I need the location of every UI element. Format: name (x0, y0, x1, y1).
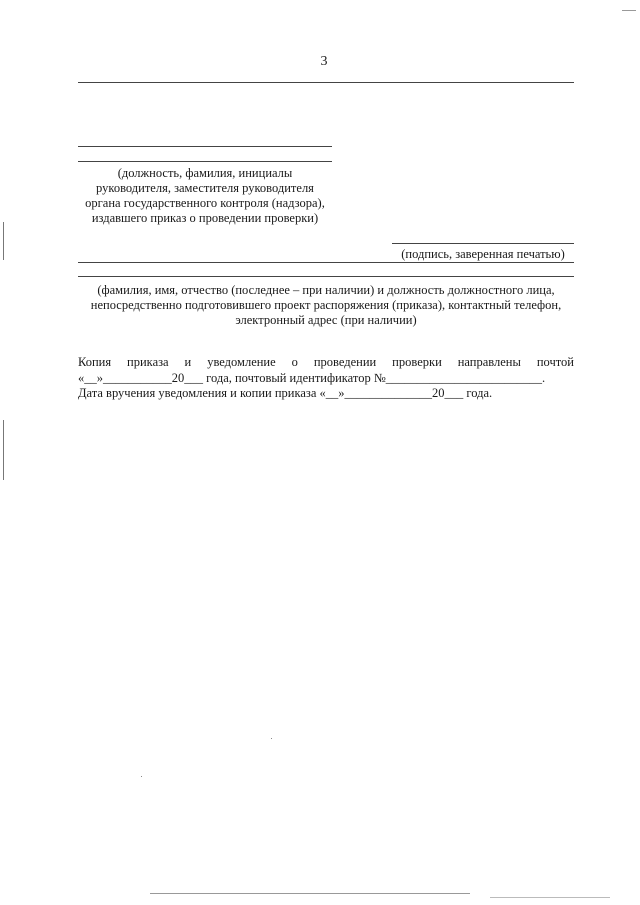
preparer-caption-line: непосредственно подготовившего проект распоряжения (приказа), контактный телефон, (90, 298, 562, 312)
preparer-caption-line: (фамилия, имя, отчество (последнее – при наличии) и должность должностного лица, (97, 283, 555, 297)
signature-row-line (78, 262, 574, 263)
preparer-caption (70, 283, 582, 328)
issuer-caption-line: издавшего приказ о проведении проверки) (91, 211, 319, 225)
preparer-caption-line: электронный адрес (при наличии) (235, 313, 417, 327)
scan-margin-mark (3, 222, 4, 260)
issuer-caption (62, 166, 348, 226)
scan-corner-mark (622, 10, 636, 11)
copy-notice-line-2: «__»___________20___ года, почтовый идентификатор №_________________________. (78, 371, 546, 385)
preparer-line (78, 276, 574, 277)
issuer-position-line-1 (78, 146, 332, 147)
issuer-position-line-2 (78, 161, 332, 162)
scan-margin-mark (3, 420, 4, 480)
scan-speck (141, 776, 142, 777)
copy-notice-line-1: Копия приказа и уведомление о проведении проверки направлены почтой (78, 355, 574, 369)
scan-bottom-edge (490, 897, 610, 898)
delivery-date-line: Дата вручения уведомления и копии приказа «__»______________20___ года. (78, 386, 493, 400)
scan-bottom-edge (150, 893, 470, 894)
scan-speck (271, 738, 272, 739)
page-number: 3 (320, 54, 328, 69)
signature-caption: (подпись, заверенная печатью) (401, 247, 565, 261)
header-divider (78, 82, 574, 83)
issuer-caption-line: руководителя, заместителя руководителя (96, 181, 314, 195)
signature-line (392, 243, 574, 244)
issuer-caption-line: (должность, фамилия, инициалы (117, 166, 293, 180)
issuer-caption-line: органа государственного контроля (надзора), (85, 196, 325, 210)
